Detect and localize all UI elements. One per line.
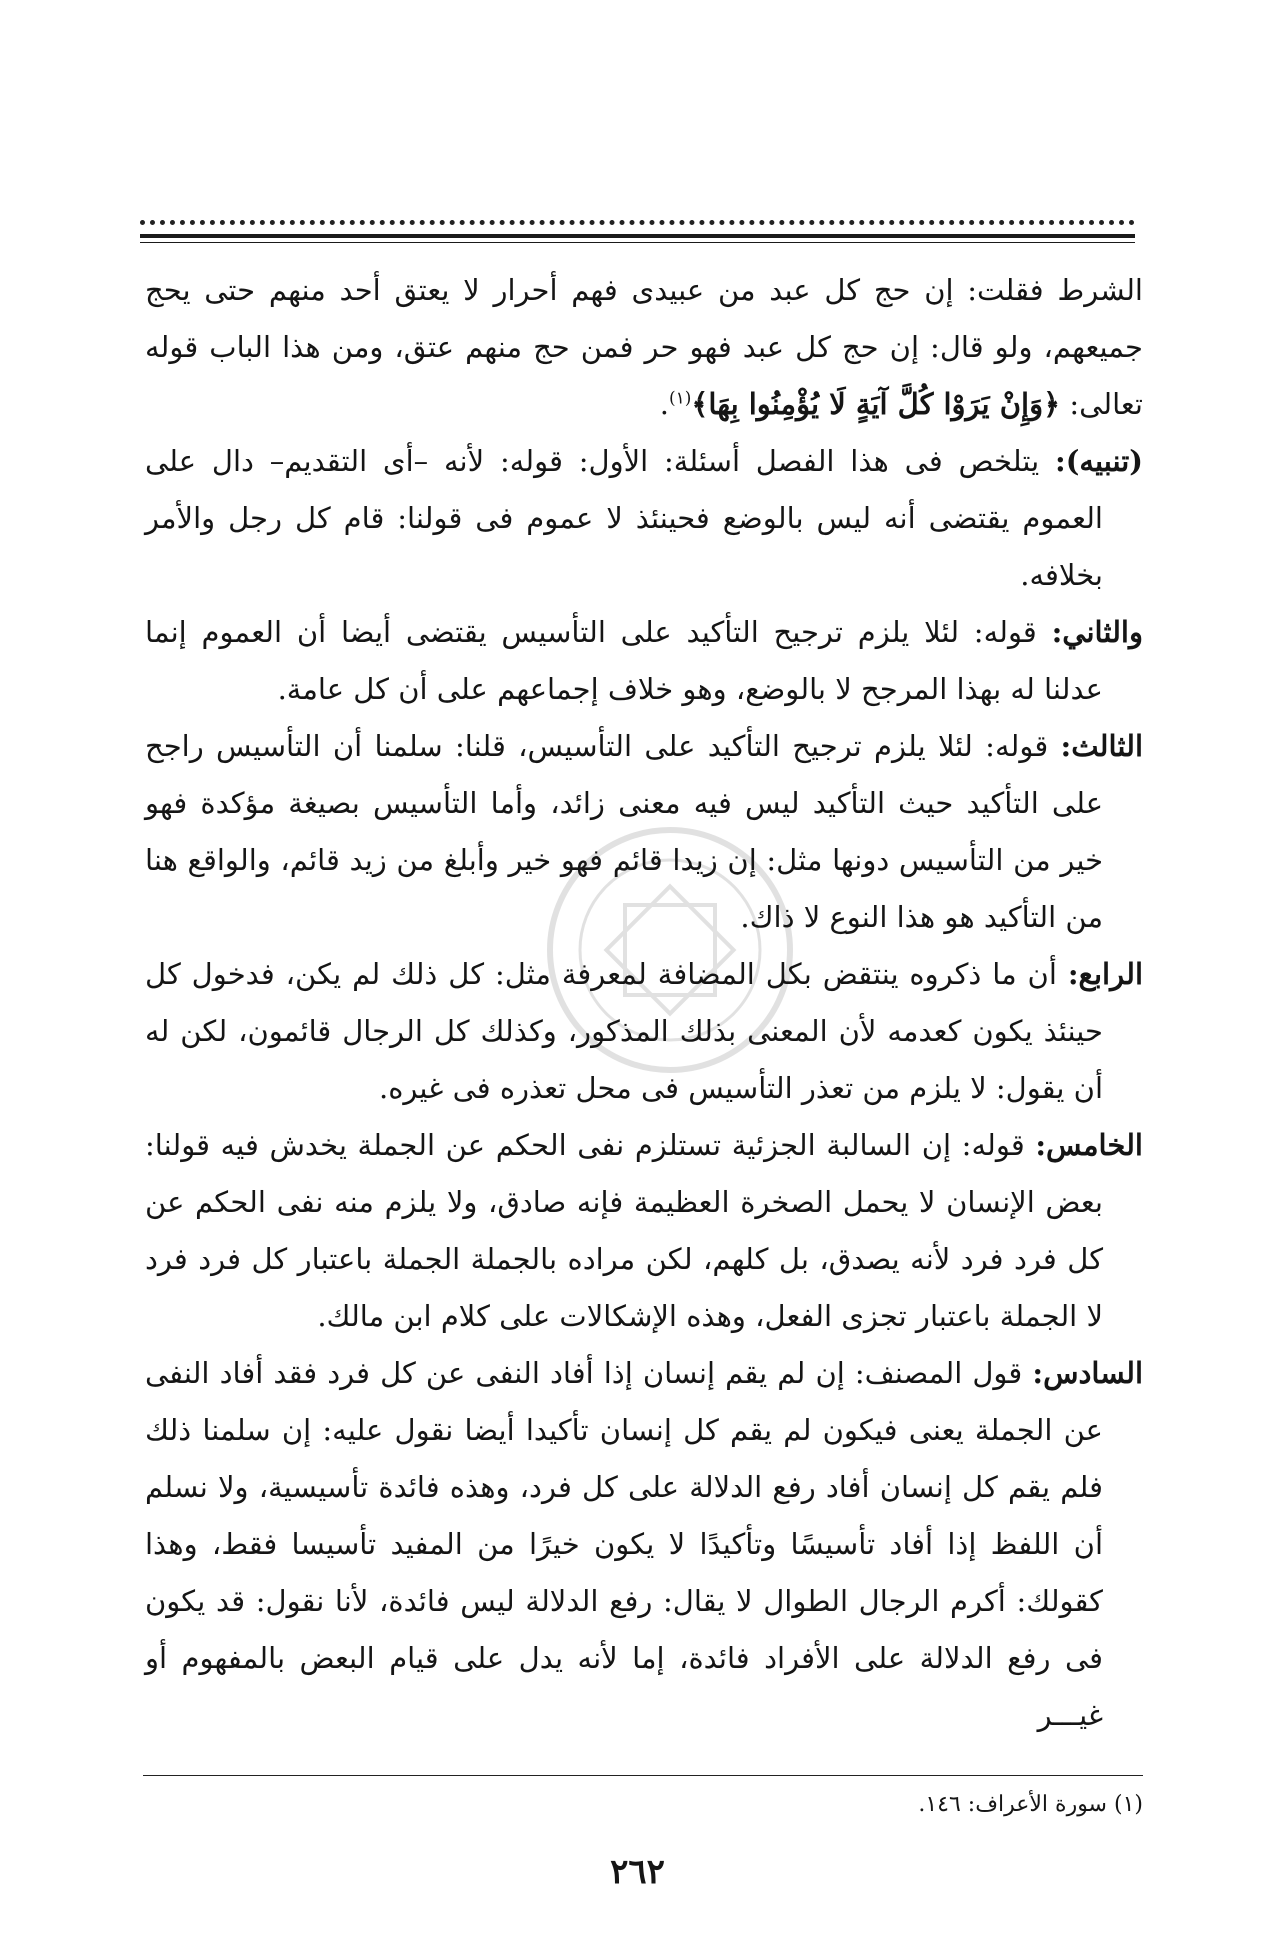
paragraph-1 (145, 262, 1143, 433)
second-text: قوله: لئلا يلزم ترجيح التأكيد على التأسيس يقتضى أيضا أن العموم إنما عدلنا له بهذا المرجح لا بالوضع، وهو خلاف إجماعهم على أن كل عامة. (145, 615, 1103, 706)
header-dotted-line (140, 220, 1135, 233)
page-number: ٢٦٢ (610, 1852, 665, 1892)
tanbih-text: يتلخص فى هذا الفصل أسئلة: الأول: قوله: لأنه –أى التقديم– دال على العموم يقتضى أنه ليس بالوضع فحينئذ لا عموم فى قولنا: قام كل رجل والأمر بخلافه. (145, 444, 1103, 592)
sixth-heading: السادس: (1032, 1356, 1144, 1390)
fifth-heading: الخامس: (1035, 1128, 1143, 1162)
header-thin-line (140, 242, 1135, 243)
paragraph-third (145, 718, 1143, 946)
third-text: قوله: لئلا يلزم ترجيح التأكيد على التأسيس، قلنا: سلمنا أن التأسيس راجح على التأكيد حيث التأكيد ليس فيه معنى زائد، وأما التأسيس بصيغة مؤكدة فهو خير من التأسيس دونها مثل: إن زيدا قائم فهو خير وأبلغ من زيد قائم، والواقع هنا من التأكيد هو هذا النوع لا ذاك. (145, 729, 1103, 934)
paragraph-tanbih (145, 433, 1143, 604)
paragraph-fifth (145, 1117, 1143, 1345)
fourth-text: أن ما ذكروه ينتقض بكل المضافة لمعرفة مثل: كل ذلك لم يكن، فدخول كل حينئذ يكون كعدمه لأن المعنى بذلك المذكور، وكذلك كل الرجال قائمون، لكن له أن يقول: لا يلزم من تعذر التأسيس فى محل تعذره فى غيره. (145, 957, 1103, 1105)
sixth-text: قول المصنف: إن لم يقم إنسان إذا أفاد النفى عن كل فرد فقد أفاد النفى عن الجملة يعنى فيكون لم يقم كل إنسان تأكيدا أيضا نقول عليه: إن سلمنا ذلك فلم يقم كل إنسان أفاد رفع الدلالة على كل فرد، وهذه فائدة تأسيسية، ولا نسلم أن اللفظ إذا أفاد تأسيسًا وتأكيدًا لا يكون خيرًا من المفيد تأسيسا فقط، وهذا كقولك: أكرم الرجال الطوال لا يقال: رفع الدلالة ليس فائدة، لأنا نقول: قد يكون فى رفع الدلالة على الأفراد فائدة، إما لأنه يدل على قيام البعض بالمفهوم أو غيـــر (145, 1356, 1103, 1732)
fourth-heading: الرابع: (1067, 957, 1144, 991)
second-heading: والثاني: (1051, 615, 1143, 649)
third-heading: الثالث: (1060, 729, 1143, 763)
tanbih-heading: (تنبيه): (1054, 444, 1144, 478)
paragraph-second (145, 604, 1143, 718)
quran-verse: ﴿وَإِنْ يَرَوْا كُلَّ آيَةٍ لَا يُؤْمِنُوا بِهَا﴾ (691, 387, 1061, 421)
footnote-reference: (١) (668, 388, 692, 409)
main-text (145, 262, 1143, 1744)
paragraph-sixth (145, 1345, 1143, 1744)
footnote: (١) سورة الأعراف: ١٤٦. (918, 1792, 1143, 1817)
paragraph-1-end: . (659, 387, 669, 421)
header-thick-line (140, 234, 1135, 238)
header-rule (140, 220, 1135, 250)
fifth-text: قوله: إن السالبة الجزئية تستلزم نفى الحكم عن الجملة يخدش فيه قولنا: بعض الإنسان لا يحمل الصخرة العظيمة فإنه صادق، ولا يلزم منه نفى الحكم عن كل فرد فرد لأنه يصدق، بل كلهم، لكن مراده بالجملة الجملة باعتبار كل فرد فرد لا الجملة باعتبار تجزى الفعل، وهذه الإشكالات على كلام ابن مالك. (145, 1128, 1103, 1333)
paragraph-fourth (145, 946, 1143, 1117)
footnote-separator (143, 1775, 1143, 1776)
paragraph-1-text: الشرط فقلت: إن حج كل عبد من عبيدى فهم أحرار لا يعتق أحد منهم حتى يحج جميعهم، ولو قال: إن حج كل عبد فهو حر فمن حج منهم عتق، ومن هذا الباب قوله تعالى: (145, 273, 1143, 421)
